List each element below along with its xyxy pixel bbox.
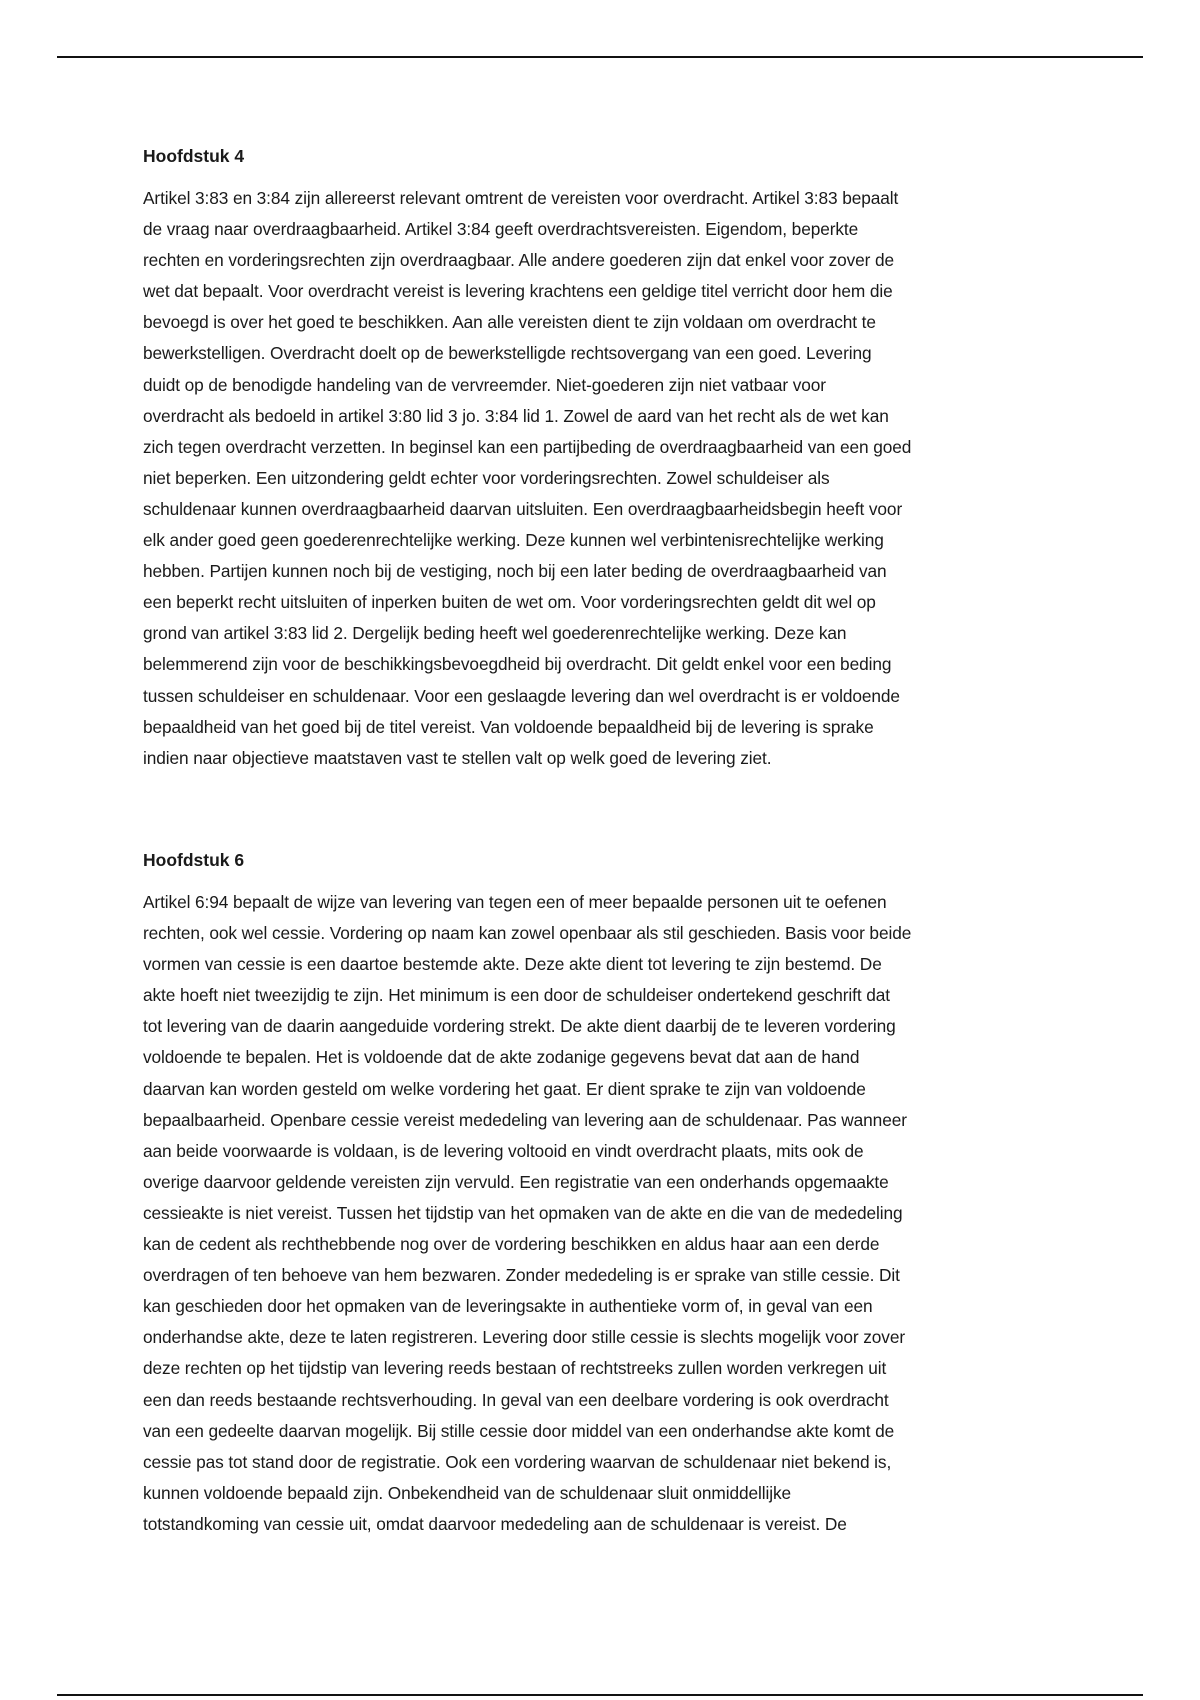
section-paragraph (143, 887, 1058, 1540)
paragraph-line: Artikel 6:94 bepaalt de wijze van levering van tegen een of meer bepaalde personen uit te oefenen (143, 892, 887, 912)
paragraph-line: zich tegen overdracht verzetten. In beginsel kan een partijbeding de overdraagbaarheid van een goed (143, 436, 912, 457)
paragraph-line: elk ander goed geen goederenrechtelijke werking. Deze kunnen wel verbintenisrechtelijke werking (143, 530, 884, 551)
footer-rule (57, 1694, 1143, 1696)
paragraph-line: wet dat bepaalt. Voor overdracht vereist is levering krachtens een geldige titel verricht door hem die (143, 281, 893, 302)
paragraph-line: bewerkstelligen. Overdracht doelt op de bewerkstelligde rechtsovergang van een goed. Levering (143, 343, 872, 364)
paragraph-line: totstandkoming van cessie uit, omdat daarvoor mededeling aan de schuldenaar is vereist. De (143, 1513, 847, 1534)
paragraph-line: de vraag naar overdraagbaarheid. Artikel 3:84 geeft overdrachtsvereisten. Eigendom, beperkte (143, 219, 859, 240)
paragraph-line: bepaalbaarheid. Openbare cessie vereist mededeling van levering aan de schuldenaar. Pas wanneer (143, 1109, 907, 1130)
paragraph-line: onderhandse akte, deze te laten registreren. Levering door stille cessie is slechts mogelijk voor zover (143, 1327, 905, 1348)
section-paragraph (143, 183, 1058, 774)
section-heading: Hoofdstuk 4 (143, 146, 245, 166)
paragraph-line: niet beperken. Een uitzondering geldt echter voor vorderingsrechten. Zowel schuldeiser als (143, 467, 830, 488)
section-heading: Hoofdstuk 6 (143, 850, 245, 870)
paragraph-line: rechten en vorderingsrechten zijn overdraagbaar. Alle andere goederen zijn dat enkel voor zover de (143, 250, 895, 271)
paragraph-line: overdracht als bedoeld in artikel 3:80 lid 3 jo. 3:84 lid 1. Zowel de aard van het recht als de wet kan (143, 405, 889, 426)
paragraph-line: vormen van cessie is een daartoe bestemde akte. Deze akte dient tot levering te zijn bestemd. De (143, 954, 882, 975)
paragraph-line: Artikel 3:83 en 3:84 zijn allereerst relevant omtrent de vereisten voor overdracht. Artikel 3:83 bepaalt (143, 188, 899, 208)
paragraph-line: voldoende te bepalen. Het is voldoende dat de akte zodanige gegevens bevat dat aan de hand (143, 1047, 860, 1068)
paragraph-line: akte hoeft niet tweezijdig te zijn. Het minimum is een door de schuldeiser ondertekend geschrift dat (143, 985, 890, 1006)
paragraph-line: een beperkt recht uitsluiten of inperken buiten de wet om. Voor vorderingsrechten geldt dit wel op (143, 592, 876, 613)
header-rule (57, 56, 1143, 58)
paragraph-line: cessieakte is niet vereist. Tussen het tijdstip van het opmaken van de akte en die van de mededeling (143, 1202, 903, 1223)
paragraph-line: indien naar objectieve maatstaven vast te stellen valt op welk goed de levering ziet. (143, 747, 772, 768)
paragraph-line: belemmerend zijn voor de beschikkingsbevoegdheid bij overdracht. Dit geldt enkel voor een beding (143, 654, 892, 675)
paragraph-line: kan geschieden door het opmaken van de leveringsakte in authentieke vorm of, in geval van een (143, 1296, 873, 1317)
paragraph-line: deze rechten op het tijdstip van levering reeds bestaan of rechtstreeks zullen worden verkregen uit (143, 1358, 887, 1379)
paragraph-line: overige daarvoor geldende vereisten zijn vervuld. Een registratie van een onderhands opgemaakte (143, 1171, 889, 1192)
paragraph-line: bepaaldheid van het goed bij de titel vereist. Van voldoende bepaaldheid bij de levering is sprake (143, 716, 874, 737)
paragraph-line: overdragen of ten behoeve van hem bezwaren. Zonder mededeling is er sprake van stille cessie. Dit (143, 1265, 900, 1286)
paragraph-line: schuldenaar kunnen overdraagbaarheid daarvan uitsluiten. Een overdraagbaarheidsbegin heeft voor (143, 498, 903, 519)
paragraph-line: daarvan kan worden gesteld om welke vordering het gaat. Er dient sprake te zijn van voldoende (143, 1078, 866, 1099)
paragraph-line: kunnen voldoende bepaald zijn. Onbekendheid van de schuldenaar sluit onmiddellijke (143, 1482, 791, 1503)
paragraph-line: cessie pas tot stand door de registratie. Ook een vordering waarvan de schuldenaar niet bekend is, (143, 1451, 892, 1472)
paragraph-line: tussen schuldeiser en schuldenaar. Voor een geslaagde levering dan wel overdracht is er voldoende (143, 685, 900, 706)
paragraph-line: hebben. Partijen kunnen noch bij de vestiging, noch bij een later beding de overdraagbaarheid van (143, 561, 887, 582)
section-hoofdstuk-6 (143, 849, 1058, 1540)
paragraph-line: grond van artikel 3:83 lid 2. Dergelijk beding heeft wel goederenrechtelijke werking. Deze kan (143, 623, 847, 644)
paragraph-line: tot levering van de daarin aangeduide vordering strekt. De akte dient daarbij de te leveren vordering (143, 1016, 896, 1037)
paragraph-line: bevoegd is over het goed te beschikken. Aan alle vereisten dient te zijn voldaan om overdracht te (143, 312, 876, 333)
paragraph-line: duidt op de benodigde handeling van de vervreemder. Niet-goederen zijn niet vatbaar voor (143, 374, 826, 395)
paragraph-line: een dan reeds bestaande rechtsverhouding. In geval van een deelbare vordering is ook overdracht (143, 1389, 889, 1410)
paragraph-line: kan de cedent als rechthebbende nog over de vordering beschikken en aldus haar aan een derde (143, 1234, 880, 1255)
section-hoofdstuk-4 (143, 145, 1058, 774)
paragraph-line: van een gedeelte daarvan mogelijk. Bij stille cessie door middel van een onderhandse akte komt de (143, 1420, 895, 1441)
paragraph-line: rechten, ook wel cessie. Vordering op naam kan zowel openbaar als stil geschieden. Basis voor beide (143, 923, 912, 944)
paragraph-line: aan beide voorwaarde is voldaan, is de levering voltooid en vindt overdracht plaats, mits ook de (143, 1140, 864, 1161)
